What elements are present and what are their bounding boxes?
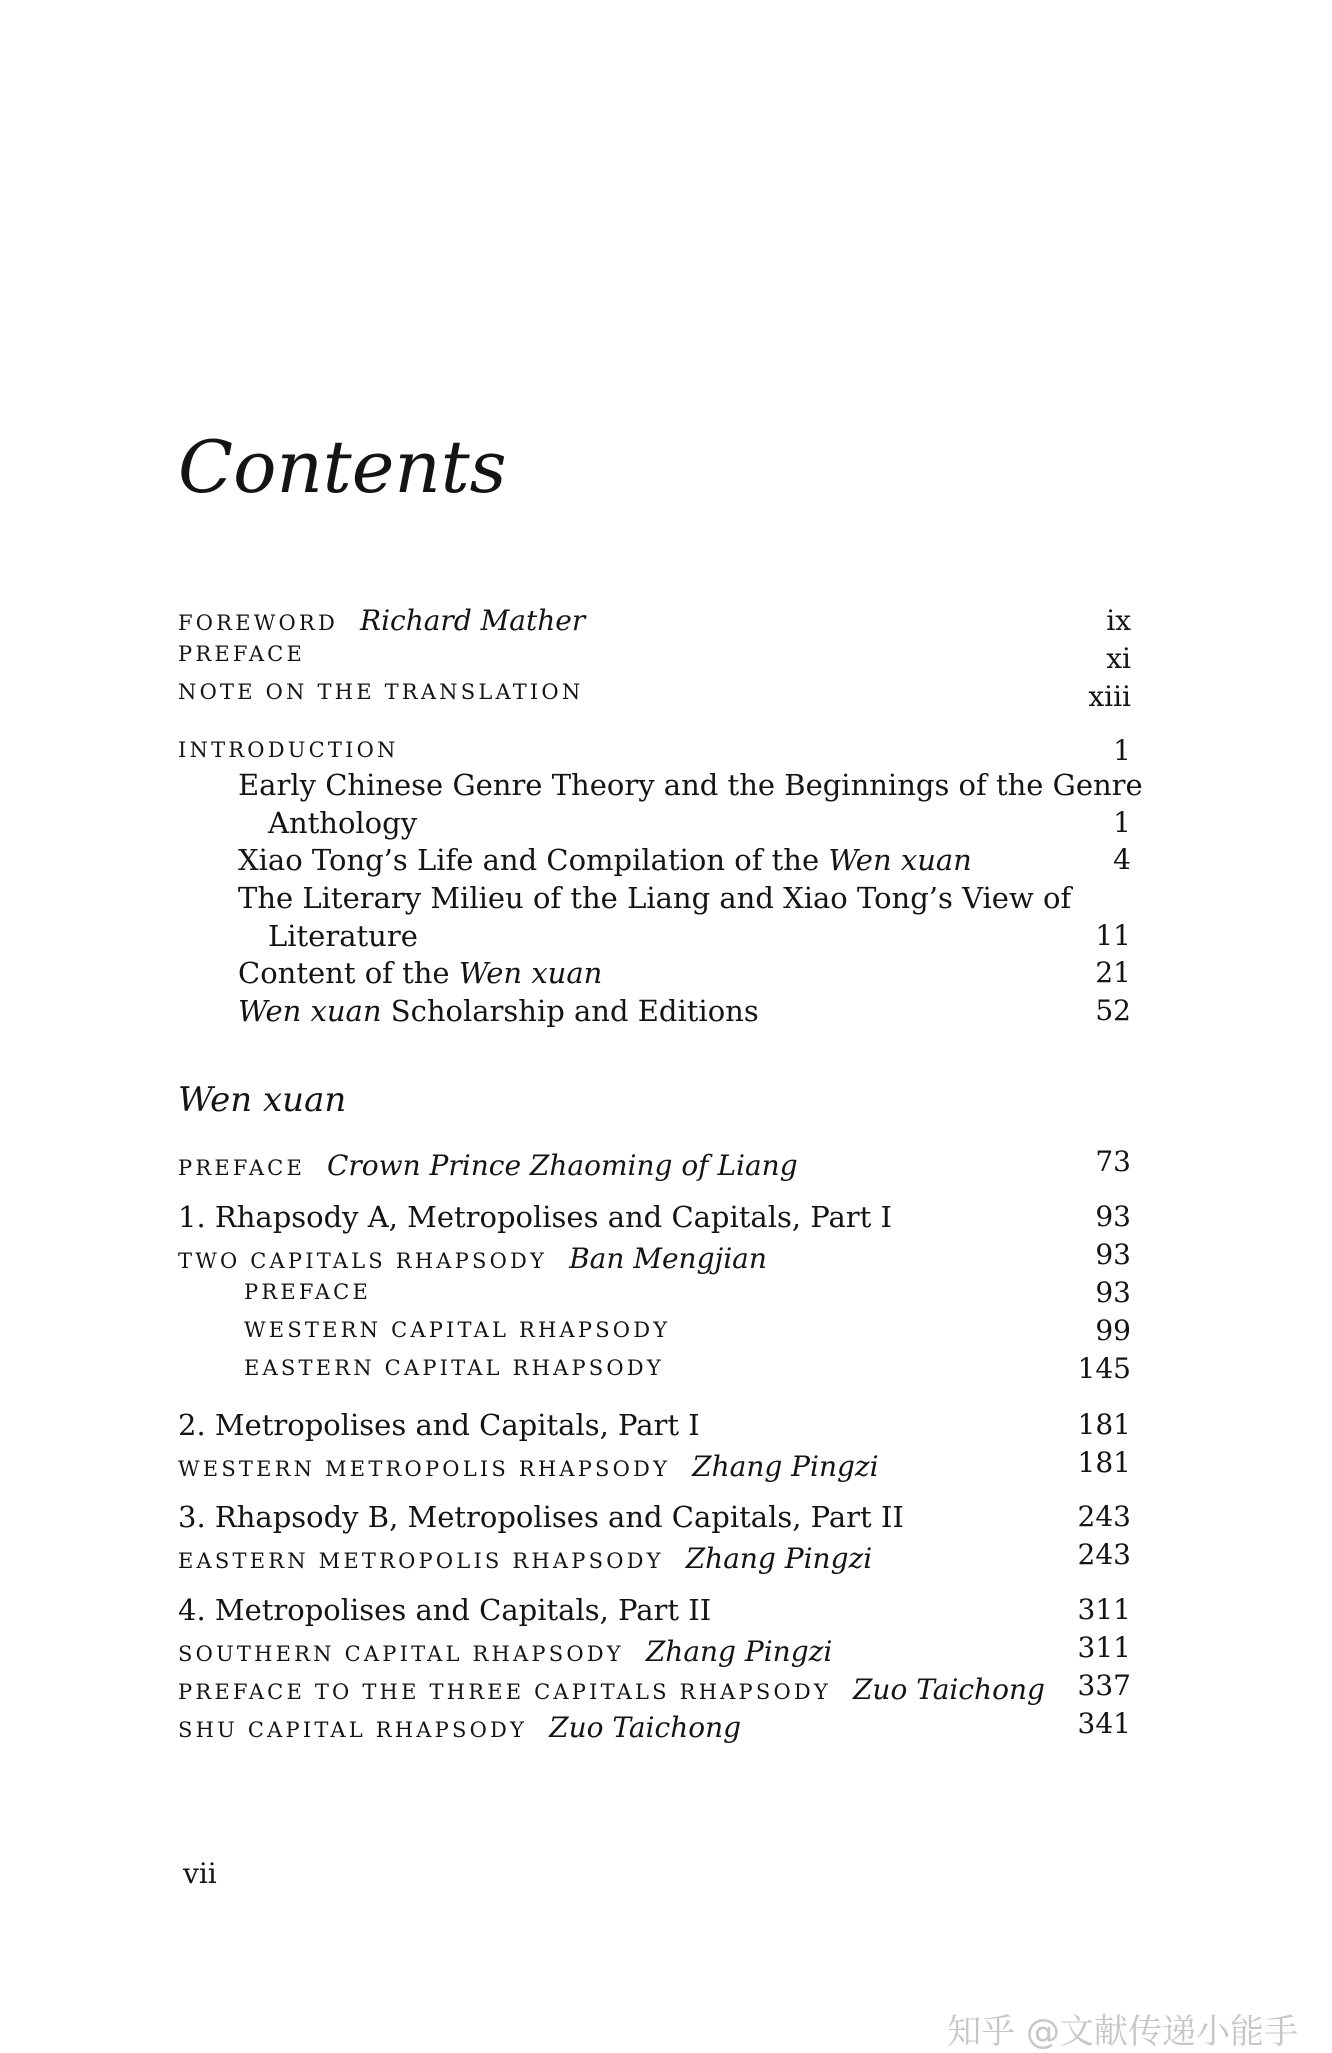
entry-text: Scholarship and Editions [381, 994, 759, 1028]
toc-subentry[interactable] [238, 956, 602, 990]
toc-subentry-line1[interactable]: Early Chinese Genre Theory and the Beginnings of the Genre [238, 768, 1143, 802]
toc-entry-rhapsody[interactable] [178, 1242, 767, 1275]
section-title: Wen xuan [178, 1080, 347, 1120]
entry-author: Crown Prince Zhaoming of Liang [326, 1149, 798, 1182]
folio-page-number: vii [183, 1857, 217, 1890]
page-number: 99 [1095, 1314, 1131, 1347]
toc-entry-rhapsody[interactable] [178, 1711, 741, 1744]
entry-label: FOREWORD [178, 611, 338, 635]
page-title: Contents [178, 425, 507, 509]
page-number: 311 [1077, 1631, 1131, 1664]
page-number: 93 [1095, 1238, 1131, 1271]
entry-author: Zhang Pingzi [692, 1450, 879, 1483]
entry-text: Xiao Tong’s Life and Compilation of the [238, 843, 829, 877]
page-number: 52 [1095, 994, 1131, 1027]
toc-entry-rhapsody[interactable] [178, 1635, 832, 1668]
page-number: 243 [1077, 1500, 1131, 1533]
page-number: 243 [1077, 1538, 1131, 1571]
page-number: 181 [1077, 1446, 1131, 1479]
page-number: 1 [1113, 734, 1131, 767]
toc-subentry-line2[interactable]: Literature [268, 919, 418, 953]
page-number: 181 [1077, 1408, 1131, 1441]
entry-author: Zuo Taichong [549, 1711, 742, 1744]
entry-label: PREFACE [244, 1280, 371, 1304]
watermark: 知乎 @文献传递小能手 [947, 2012, 1298, 2052]
page-number: 21 [1095, 956, 1131, 989]
entry-label: EASTERN CAPITAL RHAPSODY [244, 1356, 664, 1380]
entry-label: NOTE ON THE TRANSLATION [178, 680, 584, 704]
entry-label: INTRODUCTION [178, 738, 399, 762]
chapter-title[interactable]: 4. Metropolises and Capitals, Part II [178, 1593, 712, 1627]
entry-label: WESTERN CAPITAL RHAPSODY [244, 1318, 671, 1342]
toc-subentry-line1[interactable]: The Literary Milieu of the Liang and Xiao Tong’s View of [238, 881, 1072, 915]
toc-entry-preface[interactable] [178, 1149, 798, 1182]
page-number: 1 [1113, 806, 1131, 839]
entry-title-italic: Wen xuan [828, 843, 972, 877]
page-number: 11 [1095, 919, 1131, 952]
toc-entry-rhapsody[interactable] [178, 1450, 879, 1483]
entry-author: Zhang Pingzi [685, 1542, 873, 1575]
page-number: xi [1106, 642, 1131, 675]
page-number: 311 [1077, 1593, 1131, 1626]
page-number: 73 [1095, 1145, 1131, 1178]
entry-label: WESTERN METROPOLIS RHAPSODY [178, 1457, 671, 1481]
chapter-title[interactable]: 3. Rhapsody B, Metropolises and Capitals, Part II [178, 1500, 904, 1534]
entry-title-italic: Wen xuan [238, 994, 382, 1028]
toc-subentry-eastern-capital[interactable] [244, 1356, 664, 1380]
entry-label: PREFACE TO THE THREE CAPITALS RHAPSODY [178, 1680, 831, 1704]
entry-author: Zhang Pingzi [645, 1635, 833, 1668]
entry-author: Zuo Taichong [852, 1673, 1045, 1706]
toc-subentry-western-capital[interactable] [244, 1318, 670, 1342]
page-number: 4 [1113, 843, 1131, 876]
chapter-title[interactable]: 1. Rhapsody A, Metropolises and Capitals, Part I [178, 1200, 892, 1234]
page-number: 337 [1077, 1669, 1131, 1702]
entry-author: Richard Mather [359, 604, 586, 637]
toc-entry-introduction[interactable] [178, 738, 399, 762]
entry-text: Content of the [238, 956, 459, 990]
entry-label: TWO CAPITALS RHAPSODY [178, 1249, 548, 1273]
page-number: 145 [1077, 1352, 1131, 1385]
chapter-title[interactable]: 2. Metropolises and Capitals, Part I [178, 1408, 700, 1442]
entry-title-italic: Wen xuan [458, 956, 603, 990]
page-number: 93 [1095, 1276, 1131, 1309]
toc-entry-note[interactable] [178, 680, 583, 704]
entry-label: PREFACE [178, 1156, 305, 1180]
page-number: 341 [1077, 1707, 1131, 1740]
toc-entry-foreword[interactable] [178, 604, 585, 637]
page-number: 93 [1095, 1200, 1131, 1233]
page-number: xiii [1088, 680, 1131, 713]
toc-entry-rhapsody[interactable] [178, 1673, 1045, 1706]
entry-author: Ban Mengjian [569, 1242, 767, 1275]
entry-label: SOUTHERN CAPITAL RHAPSODY [178, 1642, 624, 1666]
toc-subentry[interactable] [238, 843, 972, 877]
entry-label: SHU CAPITAL RHAPSODY [178, 1718, 528, 1742]
toc-entry-preface[interactable] [178, 642, 305, 666]
toc-entry-rhapsody[interactable] [178, 1542, 872, 1575]
toc-subentry-preface[interactable] [244, 1280, 371, 1304]
page-number: ix [1106, 604, 1131, 637]
entry-label: PREFACE [178, 642, 305, 666]
toc-subentry[interactable] [238, 994, 759, 1028]
entry-label: EASTERN METROPOLIS RHAPSODY [178, 1549, 664, 1573]
toc-subentry-line2[interactable]: Anthology [268, 806, 418, 840]
